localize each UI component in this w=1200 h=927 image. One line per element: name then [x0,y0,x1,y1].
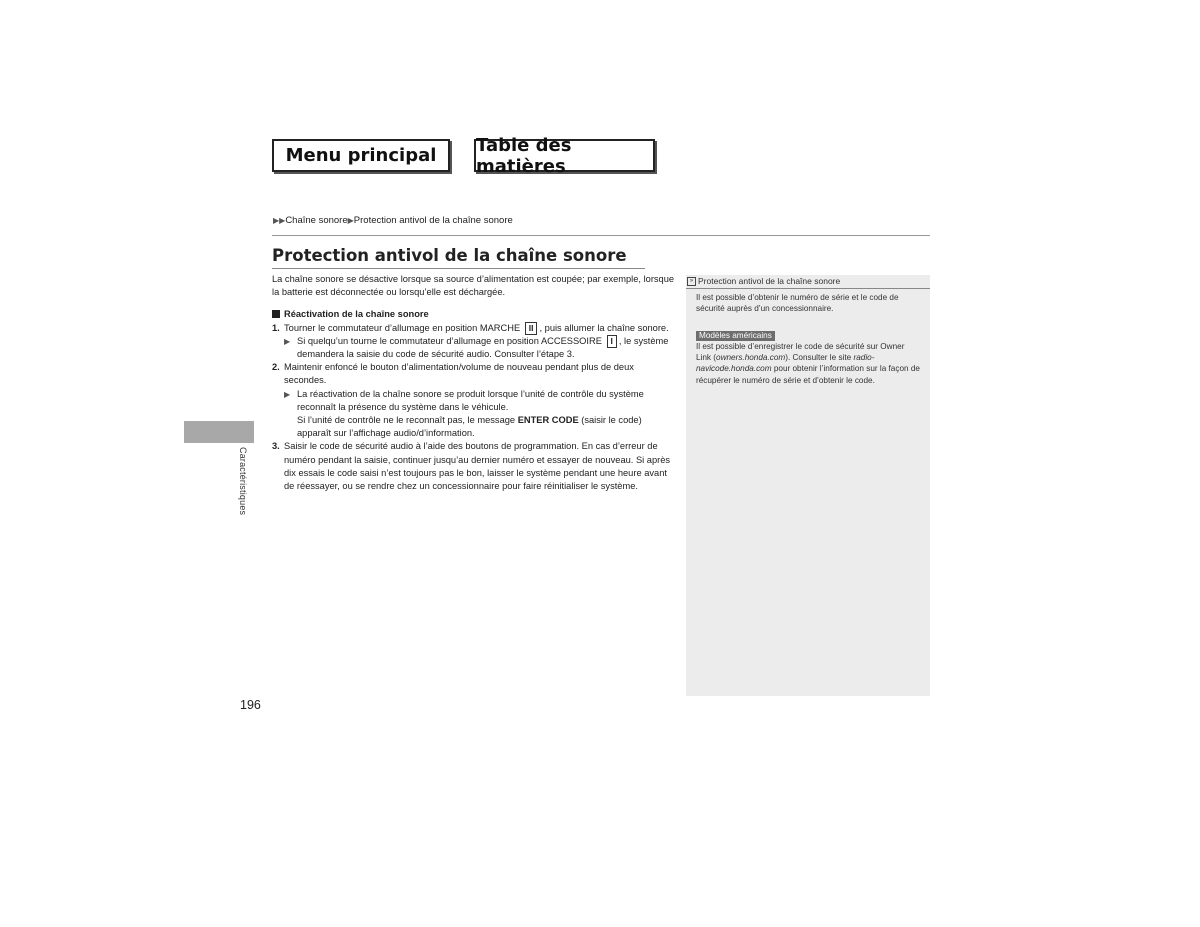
step-text: Saisir le code de sécurité audio à l’aide des boutons de programmation. En cas d’erreur de numéro pendant la saisie, continuer jusqu’au dernier numéro et essayer de nouveau. Si après dix essais le code saisi n’est toujours pas le bon, laisser le système pendant une heure avant de réessayer, ou se rendre chez un concessionnaire pour faire réinitialiser le système. [284,441,671,492]
ignition-key-icon: I [607,335,617,348]
intro-paragraph: La chaîne sonore se désactive lorsque sa source d’alimentation est coupée; par exemple, lorsque la batterie est déconnectée ou lorsqu’elle est déchargée. [272,274,675,298]
side-note-body [686,289,930,386]
breadcrumb [273,215,513,226]
main-menu-button[interactable]: Menu principal [272,139,450,172]
breadcrumb-arrow-icon: ▶ [347,216,354,225]
page-title: Protection antivol de la chaîne sonore [272,246,627,265]
side-note-panel [686,275,930,696]
model-badge: Modèles américains [696,331,775,341]
step-2-note-2a: Si l’unité de contrôle ne le reconnaît pas, le message [297,415,516,426]
step-1-text-a: Tourner le commutateur d’allumage en position MARCHE [284,322,521,333]
side-note-text-c: pour obtenir l’information sur la façon de récupérer le numéro de série et d’obtenir le code. [696,364,920,385]
step-2-note-2b: (saisir le code) apparaît sur l’affichage audio/d’information. [297,415,642,439]
step-2-note [272,388,677,441]
section-heading-text: Réactivation de la chaîne sonore [284,309,429,320]
owners-link[interactable]: owners.honda.com [716,353,786,363]
chapter-label: Caractéristiques [238,447,248,516]
table-of-contents-button[interactable]: Table des matières [474,139,655,172]
step-1-text-b: , puis allumer la chaîne sonore. [539,322,669,333]
page-number: 196 [240,698,261,712]
chapter-tab[interactable] [184,421,254,443]
breadcrumb-item-audio[interactable]: Chaîne sonore [285,215,348,226]
main-content [272,273,677,493]
side-note-paragraph: Il est possible d’obtenir le numéro de série et le code de sécurité auprès d’un concessionnaire. [696,293,899,314]
side-note-text-b: ). Consulter le site [785,353,854,363]
radio-navicode-link[interactable]: radio-navicode.honda.com [696,353,875,374]
side-note-heading-text: Protection antivol de la chaîne sonore [698,276,841,286]
step-2-note-1: La réactivation de la chaîne sonore se produit lorsque l’unité de contrôle du système reconnaît la présence du système dans le véhicule. [297,388,644,412]
title-divider [272,268,645,269]
side-note-paragraph-us [696,341,920,386]
step-text [284,322,677,335]
arrow-right-icon: ▶ [284,389,291,399]
breadcrumb-item-current[interactable]: Protection antivol de la chaîne sonore [353,215,513,226]
side-note-text-a: Il est possible d’enregistrer le code de sécurité sur Owner Link ( [696,341,905,363]
step-3 [272,440,677,493]
step-1-note [272,335,677,361]
enter-code-message: ENTER CODE [517,415,579,426]
arrow-right-icon: ▶ [284,336,291,346]
section-heading [272,308,677,321]
breadcrumb-arrow-icon: ▶▶ [273,216,286,225]
step-1-note-b: , le système demandera la saisie du code de sécurité audio. Consulter l’étape 3. [297,335,669,360]
step-1-note-a: Si quelqu’un tourne le commutateur d’allumage en position ACCESSOIRE [297,335,602,346]
square-bullet-icon [272,310,280,318]
side-note-heading [686,275,930,289]
step-number: 3. [272,441,280,452]
step-number: 2. [272,362,280,373]
reference-icon: » [687,277,696,286]
step-1 [272,322,677,335]
step-text: Maintenir enfoncé le bouton d’alimentation/volume de nouveau pendant plus de deux secondes. [284,362,634,386]
ignition-key-icon: II [525,322,538,335]
step-number: 1. [272,322,280,333]
step-2 [272,361,677,387]
header-divider [272,235,930,236]
